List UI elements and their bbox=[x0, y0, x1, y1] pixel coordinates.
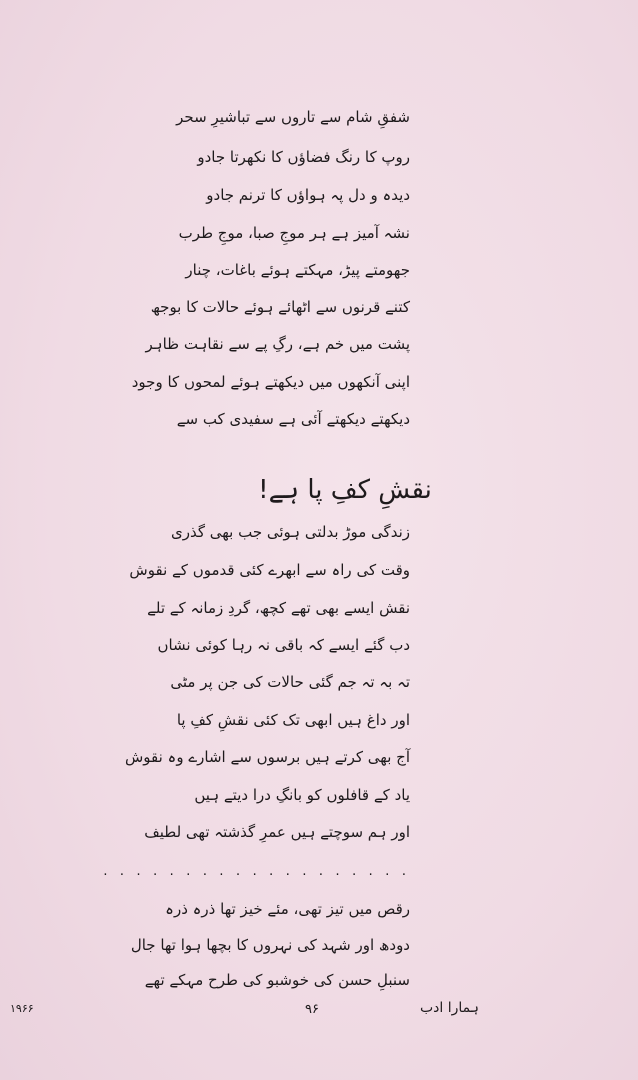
poem-line: کتنے قرنوں سے اٹھائے ہوئے حالات کا بوجھ bbox=[150, 298, 410, 316]
poem-line: شفقِ شام سے تاروں سے تباشیرِ سحر bbox=[176, 108, 410, 126]
magazine-name: ہمارا ادب bbox=[420, 1000, 479, 1016]
poem-title: نقشِ کفِ پا ہے! bbox=[258, 475, 432, 505]
poem-line: دیدہ و دل پہ ہواؤں کا ترنم جادو bbox=[206, 186, 410, 204]
poem-line: زندگی موڑ بدلتی ہوئی جب بھی گذری bbox=[170, 523, 410, 541]
poem-line: اور ہم سوچتے ہیں عمرِ گذشتہ تھی لطیف bbox=[144, 823, 410, 841]
poem-line: رقص میں تیز تھی، مئے خیز تھا ذرہ ذرہ bbox=[165, 900, 410, 918]
poem-line: دیکھتے دیکھتے آئی ہے سفیدی کب سے bbox=[176, 410, 410, 428]
poem-line: دب گئے ایسے کہ باقی نہ رہا کوئی نشاں bbox=[157, 636, 410, 654]
poem-line: پشت میں خم ہے، رگِ پے سے نقاہت ظاہر bbox=[145, 335, 410, 353]
poem-line: تہ بہ تہ جم گئی حالات کی جن پر مٹی bbox=[170, 673, 410, 691]
footer-year: ۱۹۶۶ bbox=[10, 1002, 34, 1015]
poem-line: نقش ایسے بھی تھے کچھ، گردِ زمانہ کے تلے bbox=[147, 599, 410, 617]
poem-line: جھومتے پیڑ، مہکتے ہوئے باغات، چنار bbox=[185, 261, 410, 279]
page-number: ۹۶ bbox=[305, 1002, 319, 1017]
poem-line: آج بھی کرتے ہیں برسوں سے اشارے وہ نقوش bbox=[124, 748, 410, 766]
poem-line: دودھ اور شہد کی نہروں کا بچھا ہوا تھا جال bbox=[130, 936, 410, 954]
poem-line: سنبلِ حسن کی خوشبو کی طرح مہکے تھے bbox=[144, 971, 410, 989]
poem-line: اپنی آنکھوں میں دیکھتے ہوئے لمحوں کا وجود bbox=[131, 373, 410, 391]
poem-one bbox=[100, 110, 410, 440]
poem-line: اور داغ ہیں ابھی تک کئی نقشِ کفِ پا bbox=[176, 711, 410, 729]
poem-line: نشہ آمیز ہے ہر موجِ صبا، موجِ طرب bbox=[178, 224, 410, 242]
poem-line: روپ کا رنگ فضاؤں کا نکھرتا جادو bbox=[197, 148, 410, 166]
poem-two bbox=[100, 523, 410, 989]
poem-line: یاد کے قافلوں کو بانگِ درا دیتے ہیں bbox=[194, 786, 410, 804]
ellipsis-divider: . . . . . . . . . . . . . . . . . . . bbox=[103, 863, 410, 879]
poem-line: وقت کی راہ سے ابھرے کئی قدموں کے نقوش bbox=[129, 561, 410, 579]
